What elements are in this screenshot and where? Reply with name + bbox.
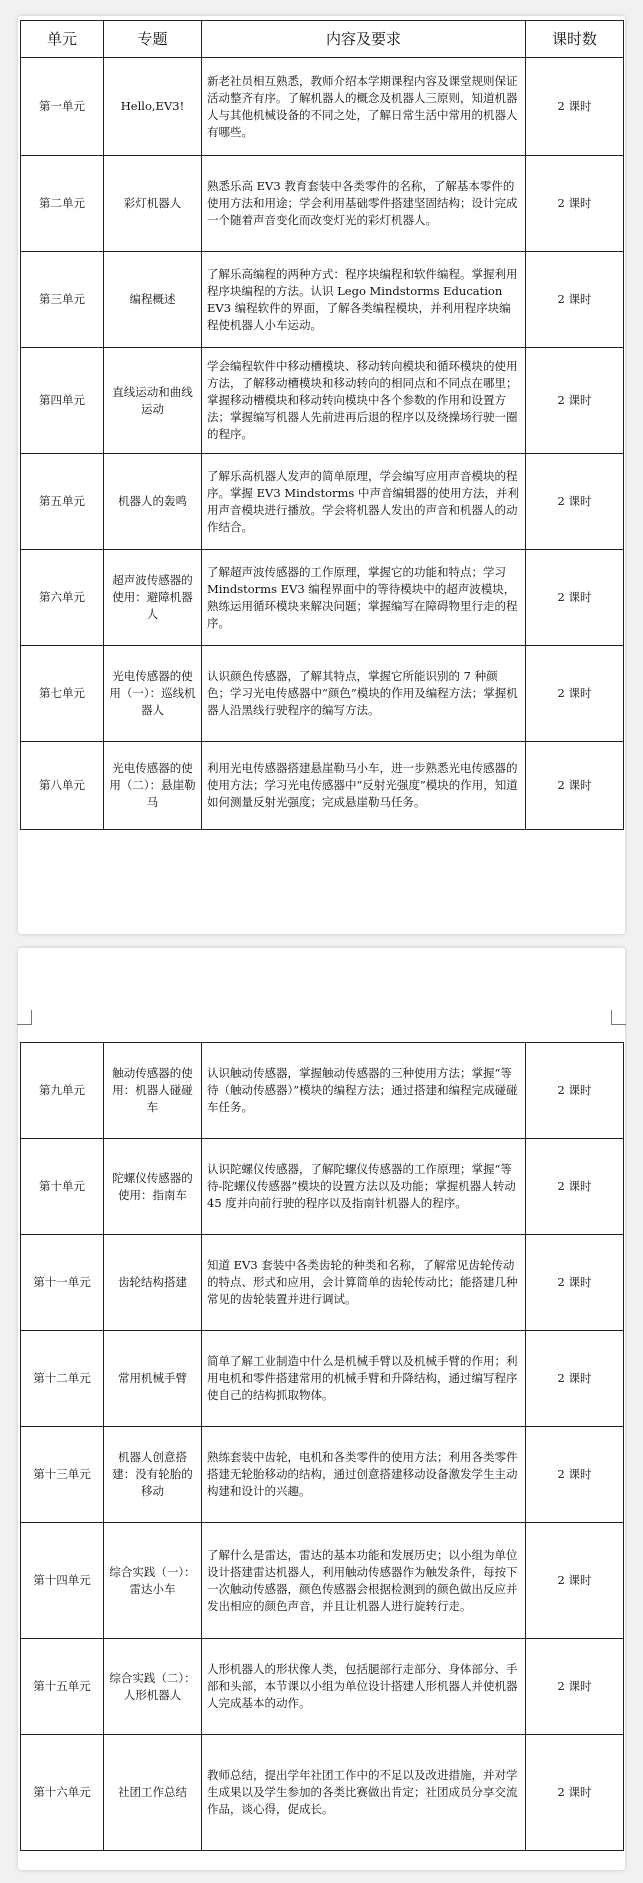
topic-cell <box>104 1331 202 1427</box>
content-cell <box>202 1331 526 1427</box>
curriculum-table-part-2 <box>20 1042 624 1851</box>
unit-cell-text: 第十一单元 <box>33 1275 91 1289</box>
unit-cell-text: 第三单元 <box>39 292 85 306</box>
unit-cell-text: 第十五单元 <box>33 1679 91 1693</box>
content-cell-text: 认识颜色传感器，了解其特点，掌握它所能识别的 7 种颜色；学习光电传感器中“颜色”模块的作用及编程方法；掌握机器人沿黑线行驶程序的编写方法。 <box>207 669 518 717</box>
topic-cell-text: Hello,EV3! <box>120 99 185 113</box>
content-cell <box>202 1639 526 1735</box>
topic-cell <box>104 156 202 252</box>
unit-cell <box>21 454 104 550</box>
hours-cell-text: 2 课时 <box>557 778 592 792</box>
table-header-row <box>21 21 624 58</box>
topic-cell-text: 综合实践（一）：雷达小车 <box>109 1564 196 1596</box>
topic-cell-text: 综合实践（二）：人形机器人 <box>109 1670 196 1702</box>
unit-cell-text: 第四单元 <box>39 393 85 407</box>
unit-cell <box>21 646 104 742</box>
content-cell-text: 了解超声波传感器的工作原理，掌握它的功能和特点；学习 Mindstorms EV3 编程界面中的等待模块中的超声波模块，熟练运用循环模块来解决问题；掌握编写在障碍物里行走的程序。 <box>207 564 518 630</box>
header-unit: 单元 <box>21 21 104 58</box>
page-2 <box>18 948 625 1870</box>
content-cell <box>202 1043 526 1139</box>
table-row <box>21 156 624 252</box>
hours-cell <box>526 1735 624 1851</box>
header-content: 内容及要求 <box>202 21 526 58</box>
table-row <box>21 1331 624 1427</box>
hours-cell <box>526 1639 624 1735</box>
topic-cell-text: 彩灯机器人 <box>123 196 182 210</box>
content-cell-text: 简单了解工业制造中什么是机械手臂以及机械手臂的作用；利用电机和零件搭建常用的机械手臂和升降结构，通过编写程序使自己的结构抓取物体。 <box>207 1354 518 1402</box>
hours-cell-text: 2 课时 <box>557 99 592 113</box>
hours-cell <box>526 1043 624 1139</box>
content-cell-text: 了解什么是雷达，雷达的基本功能和发展历史；以小组为单位设计搭建雷达机器人，利用触动传感器作为触发条件，每按下一次触动传感器，颜色传感器会根据检测到的颜色做出反应并发出相应的颜色声音，并且让机器人进行旋转行走。 <box>207 1547 518 1613</box>
hours-cell-text: 2 课时 <box>557 196 592 210</box>
hours-cell-text: 2 课时 <box>557 590 592 604</box>
hours-cell-text: 2 课时 <box>557 686 592 700</box>
topic-cell <box>104 646 202 742</box>
topic-cell <box>104 58 202 156</box>
hours-cell <box>526 1331 624 1427</box>
topic-cell <box>104 1523 202 1639</box>
topic-cell-text: 社团工作总结 <box>118 1785 187 1799</box>
content-cell-text: 熟练套装中齿轮，电机和各类零件的使用方法；利用各类零件搭建无轮胎移动的结构，通过创意搭建移动设备激发学生主动构建和设计的兴趣。 <box>207 1450 518 1498</box>
topic-cell-text: 机器人创意搭建：没有轮胎的移动 <box>112 1450 193 1498</box>
page-1 <box>18 16 625 934</box>
topic-cell <box>104 348 202 454</box>
content-cell <box>202 646 526 742</box>
content-cell-text: 了解乐高编程的两种方式：程序块编程和软件编程。掌握利用程序块编程的方法。认识 Lego Mindstorms Education EV3 编程软件的界面，了解各类编程模块，并利用程序块编程使机器人小车运动。 <box>207 266 518 332</box>
unit-cell <box>21 1331 104 1427</box>
content-cell-text: 熟悉乐高 EV3 教育套装中各类零件的名称，了解基本零件的使用方法和用途；学会利用基础零件搭建坚固结构；设计完成一个随着声音变化而改变灯光的彩灯机器人。 <box>207 179 518 227</box>
content-cell <box>202 1139 526 1235</box>
unit-cell <box>21 1427 104 1523</box>
hours-cell-text: 2 课时 <box>557 1275 592 1289</box>
content-cell <box>202 156 526 252</box>
table-row <box>21 348 624 454</box>
unit-cell-text: 第七单元 <box>39 686 85 700</box>
hours-cell <box>526 156 624 252</box>
content-cell-text: 利用光电传感器搭建悬崖勒马小车，进一步熟悉光电传感器的使用方法；学习光电传感器中“反射光强度”模块的作用，知道如何测量反射光强度；完成悬崖勒马任务。 <box>207 761 518 809</box>
topic-cell <box>104 1639 202 1735</box>
topic-cell <box>104 742 202 830</box>
unit-cell <box>21 1043 104 1139</box>
hours-cell <box>526 58 624 156</box>
hours-cell <box>526 1235 624 1331</box>
hours-cell <box>526 646 624 742</box>
unit-cell-text: 第二单元 <box>39 196 85 210</box>
crop-mark <box>611 1010 626 1025</box>
content-cell-text: 新老社员相互熟悉，教师介绍本学期课程内容及课堂规则保证活动整齐有序。了解机器人的概念及机器人三原则，知道机器人与其他机械设备的不同之处，了解日常生活中常用的机器人有哪些。 <box>207 73 518 139</box>
hours-cell-text: 2 课时 <box>557 494 592 508</box>
hours-cell-text: 2 课时 <box>557 1179 592 1193</box>
table-row <box>21 1235 624 1331</box>
content-cell-text: 认识触动传感器，掌握触动传感器的三种使用方法；掌握“等待（触动传感器）”模块的编程方法；通过搭建和编程完成碰碰车任务。 <box>207 1066 518 1114</box>
hours-cell-text: 2 课时 <box>557 393 592 407</box>
table-row <box>21 1043 624 1139</box>
topic-cell <box>104 1735 202 1851</box>
content-cell <box>202 252 526 348</box>
header-hours: 课时数 <box>526 21 624 58</box>
table-row <box>21 646 624 742</box>
hours-cell <box>526 1427 624 1523</box>
table-row <box>21 58 624 156</box>
topic-cell <box>104 1427 202 1523</box>
hours-cell <box>526 550 624 646</box>
topic-cell <box>104 1235 202 1331</box>
unit-cell <box>21 156 104 252</box>
table-row <box>21 1523 624 1639</box>
unit-cell-text: 第六单元 <box>39 590 85 604</box>
topic-cell <box>104 252 202 348</box>
content-cell-text: 学会编程软件中移动槽模块、移动转向模块和循环模块的使用方法，了解移动槽模块和移动转向的相同点和不同点在哪里；掌握移动槽模块和移动转向模块中各个参数的作用和设置方法；掌握编写机器人先前进再后退的程序以及绕操场行驶一圈的程序。 <box>207 359 518 441</box>
unit-cell <box>21 1639 104 1735</box>
hours-cell <box>526 348 624 454</box>
content-cell-text: 教师总结，提出学年社团工作中的不足以及改进措施，并对学生成果以及学生参加的各类比赛做出肯定；社团成员分享交流作品，谈心得，促成长。 <box>207 1768 518 1816</box>
table-row <box>21 1139 624 1235</box>
unit-cell <box>21 550 104 646</box>
topic-cell <box>104 1043 202 1139</box>
unit-cell <box>21 58 104 156</box>
table-row <box>21 252 624 348</box>
unit-cell <box>21 252 104 348</box>
hours-cell-text: 2 课时 <box>557 1785 592 1799</box>
content-cell-text: 认识陀螺仪传感器，了解陀螺仪传感器的工作原理；掌握“等待-陀螺仪传感器”模块的设置方法以及功能；掌握机器人转动 45 度并向前行驶的程序以及指南针机器人的程序。 <box>207 1162 516 1210</box>
unit-cell <box>21 1235 104 1331</box>
unit-cell <box>21 742 104 830</box>
topic-cell-text: 齿轮结构搭建 <box>118 1275 187 1289</box>
unit-cell-text: 第十四单元 <box>33 1573 91 1587</box>
unit-cell-text: 第八单元 <box>39 778 85 792</box>
curriculum-table-part-1 <box>20 20 624 830</box>
content-cell-text: 人形机器人的形状像人类，包括腿部行走部分、身体部分、手部和头部，本节课以小组为单位设计搭建人形机器人并使机器人完成基本的动作。 <box>207 1662 518 1710</box>
content-cell <box>202 1235 526 1331</box>
unit-cell <box>21 1523 104 1639</box>
content-cell <box>202 348 526 454</box>
hours-cell <box>526 454 624 550</box>
table-row <box>21 1639 624 1735</box>
hours-cell-text: 2 课时 <box>557 1371 592 1385</box>
content-cell-text: 知道 EV3 套装中各类齿轮的种类和名称，了解常见齿轮传动的特点、形式和应用，会计算简单的齿轮传动比；能搭建几种常见的齿轮装置并进行调试。 <box>207 1258 518 1306</box>
topic-cell-text: 机器人的轰鸣 <box>118 494 187 508</box>
topic-cell-text: 光电传感器的使用（二）：悬崖勒马 <box>109 761 196 809</box>
hours-cell-text: 2 课时 <box>557 1083 592 1097</box>
unit-cell-text: 第一单元 <box>39 99 85 113</box>
table-row <box>21 550 624 646</box>
topic-cell-text: 常用机械手臂 <box>118 1371 187 1385</box>
topic-cell <box>104 454 202 550</box>
hours-cell <box>526 252 624 348</box>
content-cell <box>202 1735 526 1851</box>
topic-cell <box>104 550 202 646</box>
topic-cell-text: 直线运动和曲线运动 <box>112 384 193 416</box>
hours-cell-text: 2 课时 <box>557 1467 592 1481</box>
unit-cell-text: 第十单元 <box>39 1179 85 1193</box>
unit-cell-text: 第五单元 <box>39 494 85 508</box>
hours-cell-text: 2 课时 <box>557 292 592 306</box>
crop-mark <box>17 1010 32 1025</box>
unit-cell-text: 第十六单元 <box>33 1785 91 1799</box>
content-cell-text: 了解乐高机器人发声的简单原理，学会编写应用声音模块的程序。掌握 EV3 Mindstorms 中声音编辑器的使用方法，并利用声音模块进行播放。学会将机器人发出的声音和机器人的动作结合。 <box>207 468 519 534</box>
content-cell <box>202 742 526 830</box>
content-cell <box>202 58 526 156</box>
hours-cell <box>526 742 624 830</box>
hours-cell-text: 2 课时 <box>557 1573 592 1587</box>
unit-cell <box>21 1139 104 1235</box>
topic-cell <box>104 1139 202 1235</box>
hours-cell <box>526 1523 624 1639</box>
unit-cell-text: 第九单元 <box>39 1083 85 1097</box>
content-cell <box>202 550 526 646</box>
content-cell <box>202 1427 526 1523</box>
unit-cell-text: 第十三单元 <box>33 1467 91 1481</box>
table-row <box>21 1735 624 1851</box>
topic-cell-text: 触动传感器的使用：机器人碰碰车 <box>112 1066 193 1114</box>
hours-cell-text: 2 课时 <box>557 1679 592 1693</box>
hours-cell <box>526 1139 624 1235</box>
table-row <box>21 1427 624 1523</box>
topic-cell-text: 陀螺仪传感器的使用：指南车 <box>112 1170 193 1202</box>
unit-cell <box>21 348 104 454</box>
header-topic: 专题 <box>104 21 202 58</box>
unit-cell-text: 第十二单元 <box>33 1371 91 1385</box>
unit-cell <box>21 1735 104 1851</box>
topic-cell-text: 编程概述 <box>129 292 176 306</box>
topic-cell-text: 超声波传感器的使用：避障机器人 <box>112 573 193 621</box>
topic-cell-text: 光电传感器的使用（一）：巡线机器人 <box>109 669 196 717</box>
table-row <box>21 454 624 550</box>
table-row <box>21 742 624 830</box>
content-cell <box>202 454 526 550</box>
content-cell <box>202 1523 526 1639</box>
